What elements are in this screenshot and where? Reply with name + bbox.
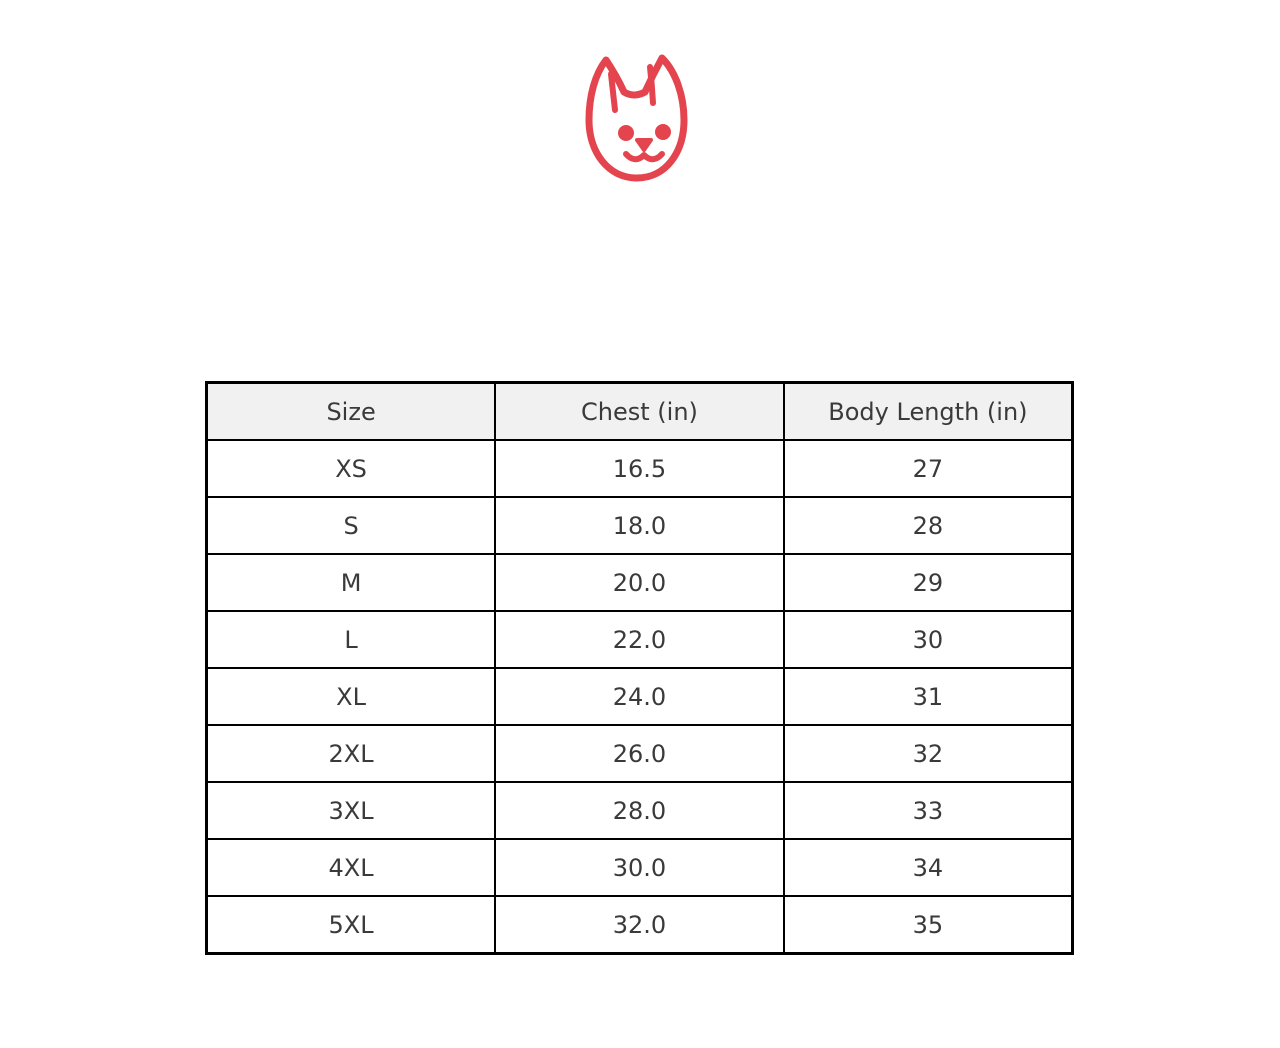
- cat-logo-icon: [582, 52, 692, 187]
- table-row: [207, 839, 1073, 896]
- column-header: Body Length (in): [784, 383, 1073, 441]
- body-length-cell: 28: [784, 497, 1073, 554]
- column-header: Size: [207, 383, 496, 441]
- table-row: [207, 497, 1073, 554]
- logo-container: [0, 52, 1280, 187]
- body-length-cell: 32: [784, 725, 1073, 782]
- size-cell: 2XL: [207, 725, 496, 782]
- table-row: [207, 440, 1073, 497]
- column-header: Chest (in): [495, 383, 784, 441]
- body-length-cell: 27: [784, 440, 1073, 497]
- size-chart-table: [205, 381, 1074, 955]
- body-length-cell: 33: [784, 782, 1073, 839]
- chest-cell: 18.0: [495, 497, 784, 554]
- chest-cell: 20.0: [495, 554, 784, 611]
- body-length-cell: 29: [784, 554, 1073, 611]
- table-row: [207, 611, 1073, 668]
- cat-head-outline: [589, 58, 684, 178]
- size-cell: M: [207, 554, 496, 611]
- cat-left-inner-ear-line: [611, 74, 615, 110]
- cat-right-inner-ear-line: [650, 67, 653, 103]
- size-cell: S: [207, 497, 496, 554]
- body-length-cell: 31: [784, 668, 1073, 725]
- cat-mouth: [626, 154, 662, 159]
- size-cell: 3XL: [207, 782, 496, 839]
- size-cell: 4XL: [207, 839, 496, 896]
- cat-nose: [637, 140, 651, 150]
- size-chart-body: [207, 440, 1073, 954]
- body-length-cell: 30: [784, 611, 1073, 668]
- chest-cell: 28.0: [495, 782, 784, 839]
- size-chart-header: [207, 383, 1073, 441]
- chest-cell: 22.0: [495, 611, 784, 668]
- table-row: [207, 896, 1073, 954]
- table-row: [207, 725, 1073, 782]
- table-row: [207, 782, 1073, 839]
- chest-cell: 16.5: [495, 440, 784, 497]
- chest-cell: 26.0: [495, 725, 784, 782]
- size-cell: L: [207, 611, 496, 668]
- size-cell: XL: [207, 668, 496, 725]
- table-row: [207, 554, 1073, 611]
- table-row: [207, 668, 1073, 725]
- cat-right-eye: [656, 125, 671, 140]
- body-length-cell: 34: [784, 839, 1073, 896]
- header-row: [207, 383, 1073, 441]
- size-cell: XS: [207, 440, 496, 497]
- size-cell: 5XL: [207, 896, 496, 954]
- chest-cell: 30.0: [495, 839, 784, 896]
- chest-cell: 24.0: [495, 668, 784, 725]
- body-length-cell: 35: [784, 896, 1073, 954]
- chest-cell: 32.0: [495, 896, 784, 954]
- cat-left-eye: [619, 126, 634, 141]
